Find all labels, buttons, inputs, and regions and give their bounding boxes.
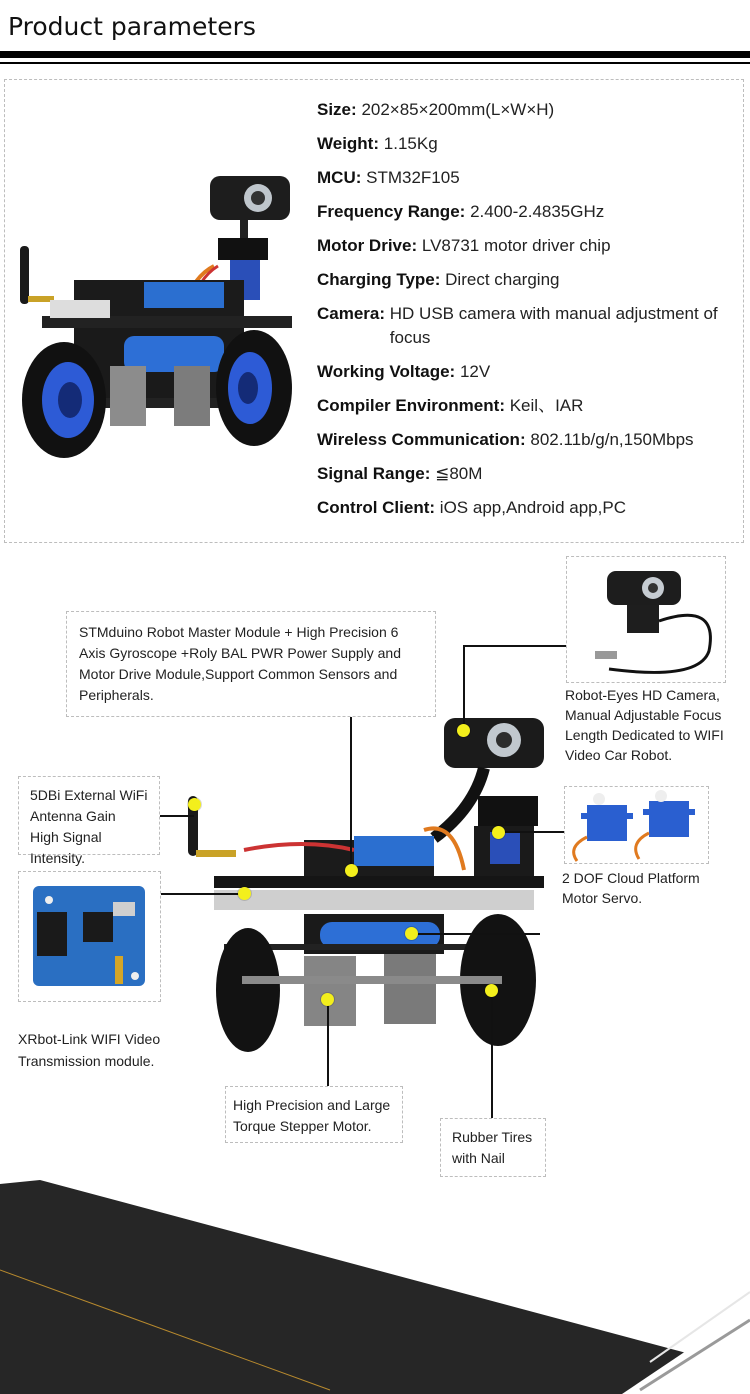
spec-value: 1.15Kg bbox=[383, 134, 438, 153]
camera-thumbnail bbox=[566, 556, 726, 683]
callout-antenna: 5DBi External WiFi Antenna Gain High Signal Intensity. bbox=[18, 776, 160, 855]
spec-key: Control Client bbox=[317, 498, 430, 517]
spec-key: Working Voltage bbox=[317, 362, 450, 381]
connector-camera-h bbox=[463, 645, 566, 647]
marker-master bbox=[345, 864, 358, 877]
spec-row-charging: Charging Type: Direct charging bbox=[317, 270, 560, 289]
marker-stepper bbox=[321, 993, 334, 1006]
marker-wifi-module bbox=[238, 887, 251, 900]
spec-value: Direct charging bbox=[445, 270, 560, 289]
camera-icon bbox=[567, 557, 725, 682]
spec-key: MCU bbox=[317, 168, 356, 187]
spec-key: Signal Range bbox=[317, 464, 425, 483]
connector-camera-v bbox=[463, 645, 465, 730]
spec-row-voltage: Working Voltage: 12V bbox=[317, 362, 491, 381]
callout-tires: Rubber Tires with Nail bbox=[440, 1118, 546, 1177]
robot-photo-top bbox=[14, 170, 299, 470]
spec-row-motor-drive: Motor Drive: LV8731 motor driver chip bbox=[317, 236, 611, 255]
marker-battery bbox=[405, 927, 418, 940]
connector-master bbox=[350, 717, 352, 870]
spec-row-camera: Camera: HD USB camera with manual adjustment of focus bbox=[317, 302, 747, 350]
spec-value: iOS app,Android app,PC bbox=[439, 498, 626, 517]
connector-tires bbox=[491, 990, 493, 1118]
spec-value: 2.400-2.4835GHz bbox=[470, 202, 605, 221]
callout-servo: 2 DOF Cloud Platform Motor Servo. bbox=[562, 870, 700, 906]
connector-stepper bbox=[327, 999, 329, 1086]
servo-thumbnail bbox=[564, 786, 709, 864]
spec-key: Weight bbox=[317, 134, 374, 153]
spec-value: LV8731 motor driver chip bbox=[421, 236, 611, 255]
marker-camera bbox=[457, 724, 470, 737]
marker-antenna bbox=[188, 798, 201, 811]
spec-value: 202×85×200mm(L×W×H) bbox=[361, 100, 555, 119]
callout-master-module: STMduino Robot Master Module + High Precision 6 Axis Gyroscope +Roly BAL PWR Power Supply and Motor Drive Module,Support Common Sensors and Peripherals. bbox=[66, 611, 436, 717]
callout-stepper: High Precision and Large Torque Stepper Motor. bbox=[225, 1086, 403, 1143]
spec-row-wireless: Wireless Communication: 802.11b/g/n,150Mbps bbox=[317, 430, 694, 449]
spec-key: Motor Drive bbox=[317, 236, 412, 255]
spec-row-compiler: Compiler Environment: Keil、IAR bbox=[317, 396, 584, 415]
title-underline bbox=[0, 51, 750, 58]
spec-key: Wireless Communication bbox=[317, 430, 520, 449]
connector-wifi-module bbox=[161, 893, 244, 895]
spec-key: Charging Type bbox=[317, 270, 435, 289]
spec-key: Size bbox=[317, 100, 352, 119]
spec-value: 12V bbox=[459, 362, 491, 381]
connector-servo bbox=[498, 831, 564, 833]
page-title: Product parameters bbox=[8, 12, 256, 41]
spec-row-size: Size: 202×85×200mm(L×W×H) bbox=[317, 100, 555, 119]
spec-row-control-client: Control Client: iOS app,Android app,PC bbox=[317, 498, 626, 517]
callout-camera: Robot-Eyes HD Camera, Manual Adjustable Focus Length Dedicated to WIFI Video Car Robot. bbox=[565, 687, 724, 763]
connector-antenna bbox=[160, 815, 194, 817]
spec-row-frequency: Frequency Range: 2.400-2.4835GHz bbox=[317, 202, 605, 221]
title-underline-thin bbox=[0, 62, 750, 64]
spec-row-mcu: MCU: STM32F105 bbox=[317, 168, 460, 187]
spec-value: Keil、IAR bbox=[509, 396, 584, 415]
spec-list bbox=[317, 98, 747, 530]
wifi-module-thumbnail bbox=[18, 871, 161, 1002]
connector-battery bbox=[411, 933, 540, 935]
spec-row-signal-range: Signal Range: ≦80M bbox=[317, 464, 483, 483]
decorative-floor bbox=[0, 1180, 750, 1394]
spec-key: Camera bbox=[317, 304, 380, 323]
spec-key: Compiler Environment bbox=[317, 396, 500, 415]
spec-value: STM32F105 bbox=[366, 168, 460, 187]
spec-value: HD USB camera with manual adjustment of focus bbox=[389, 304, 718, 347]
spec-row-weight: Weight: 1.15Kg bbox=[317, 134, 438, 153]
callout-wifi-module: XRbot-Link WIFI Video Transmission module. bbox=[18, 1031, 161, 1069]
wifi-module-icon bbox=[19, 872, 160, 1001]
marker-servo bbox=[492, 826, 505, 839]
spec-value: ≦80M bbox=[435, 464, 483, 483]
spec-value: 802.11b/g/n,150Mbps bbox=[530, 430, 694, 449]
spec-key: Frequency Range bbox=[317, 202, 460, 221]
servo-icon bbox=[565, 787, 708, 863]
marker-tires bbox=[485, 984, 498, 997]
robot-photo-main bbox=[184, 700, 554, 1060]
